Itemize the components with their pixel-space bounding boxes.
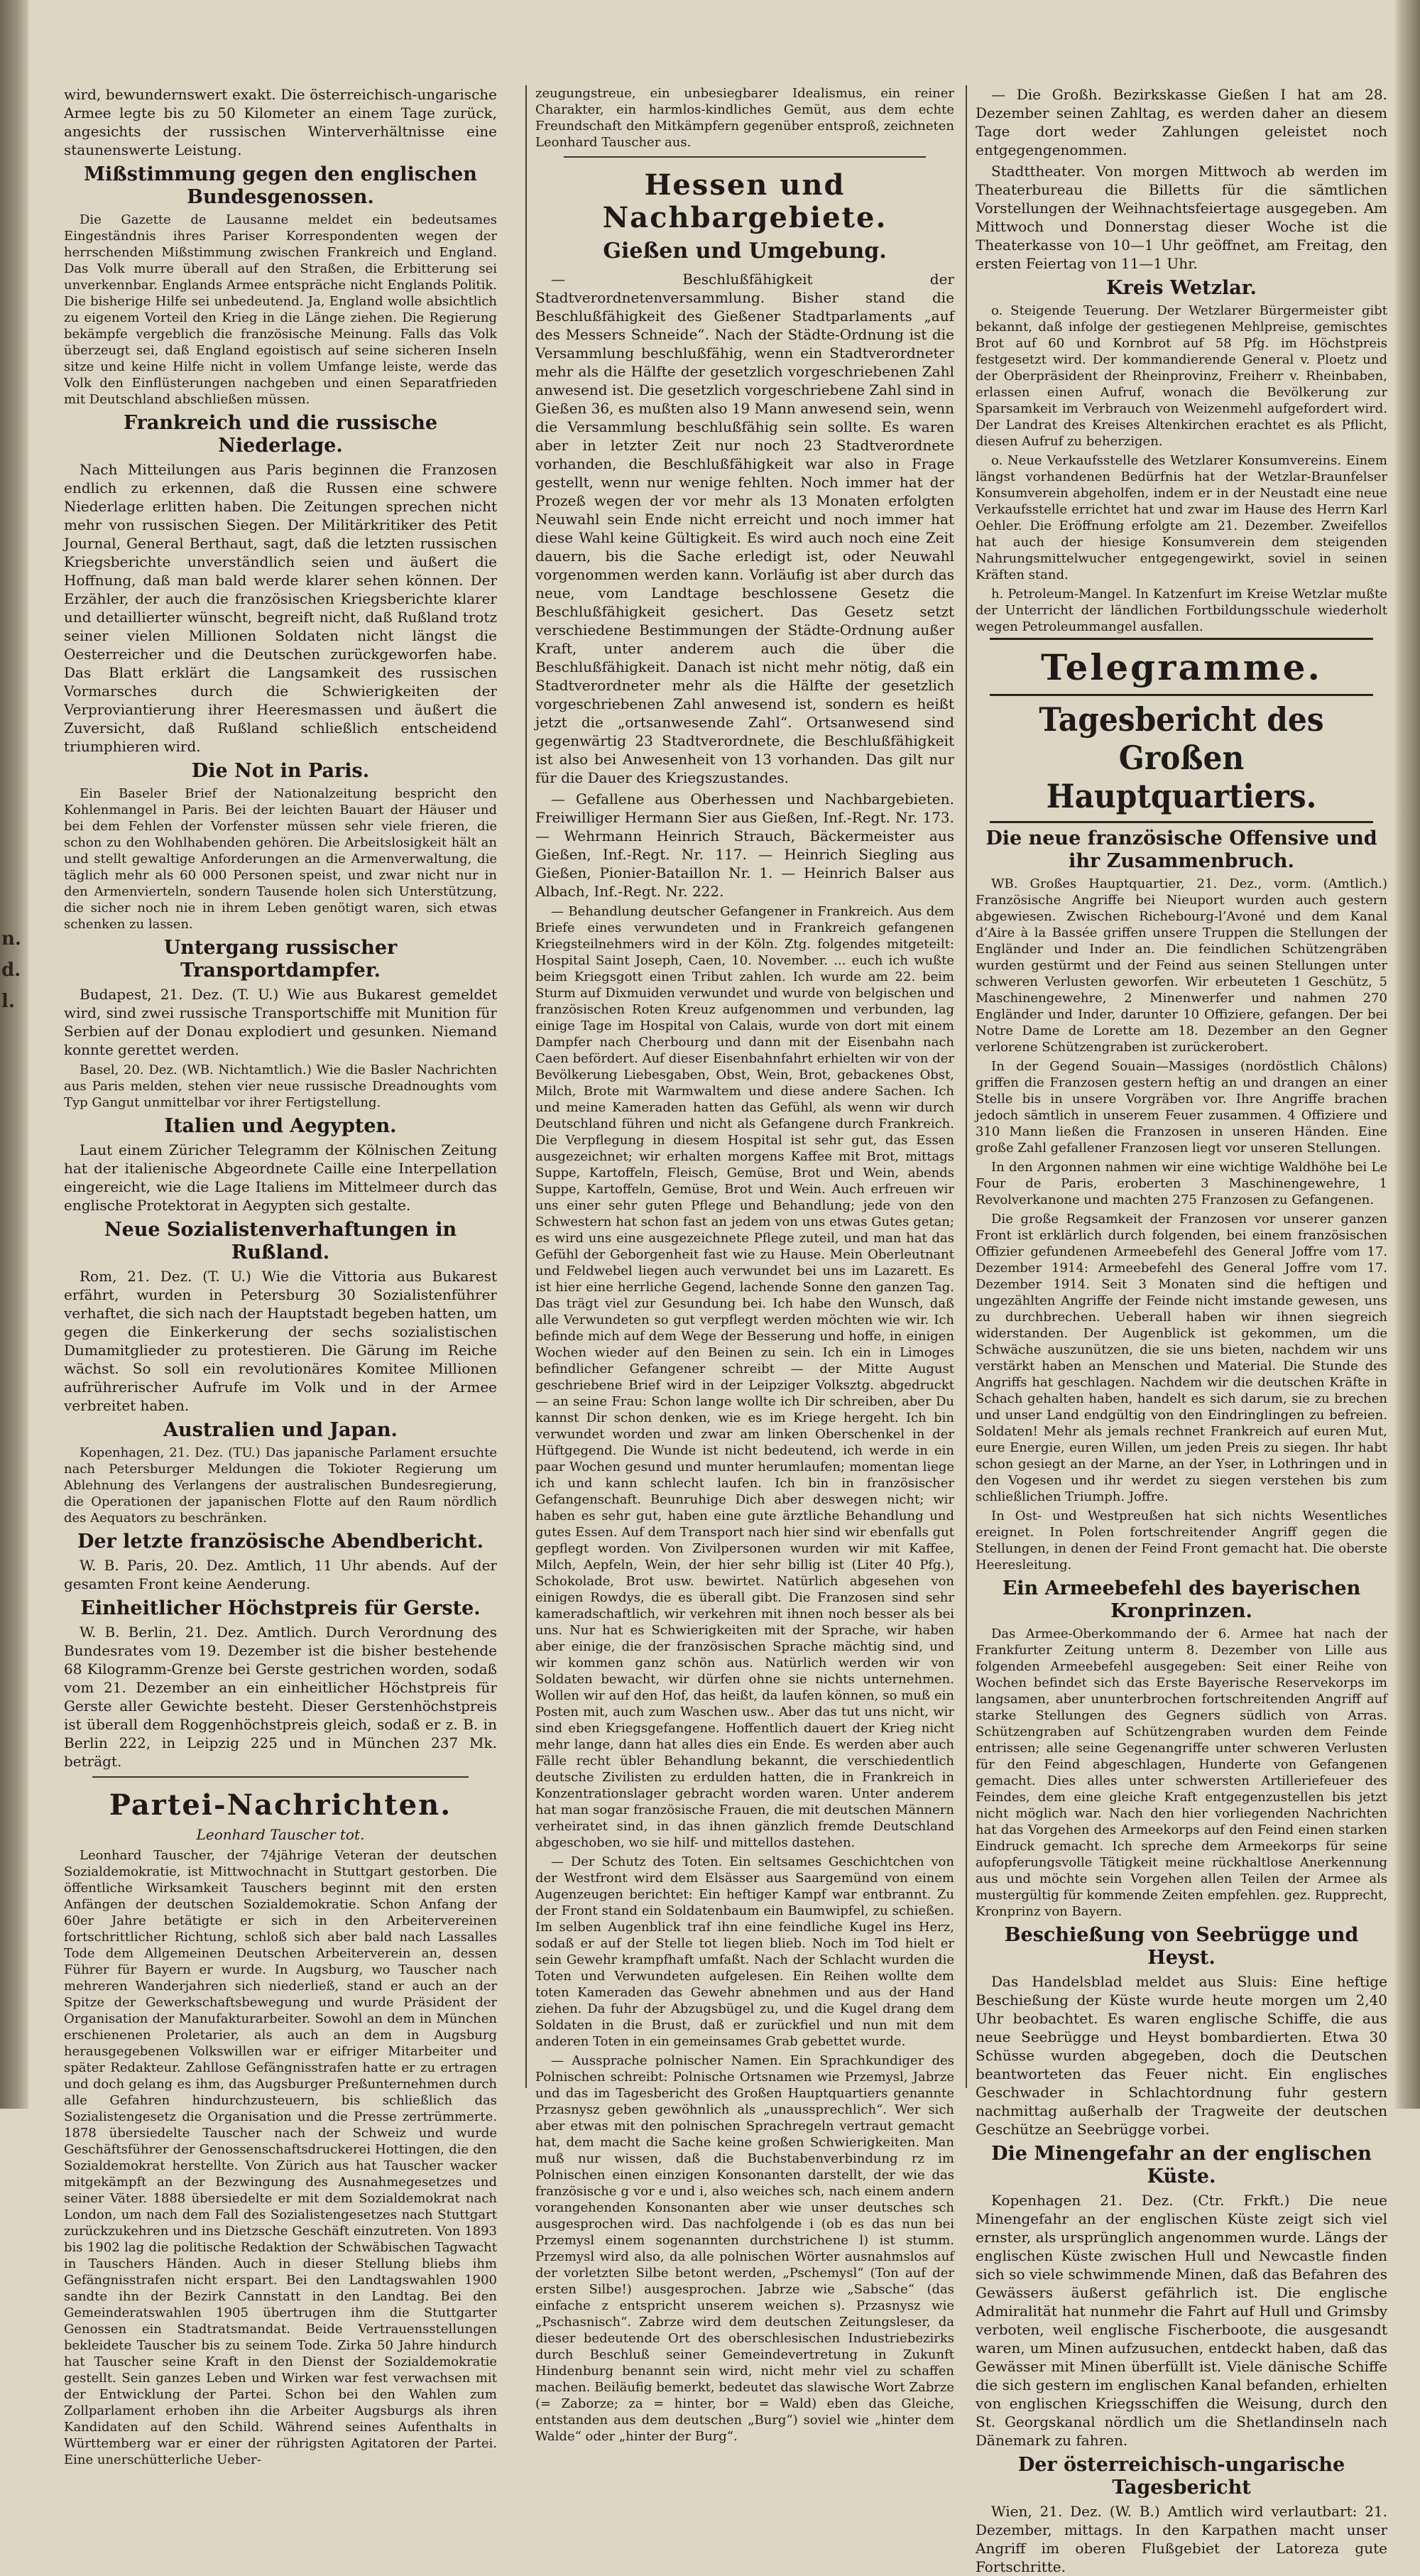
article-text: — Gefallene aus Oberhessen und Nachbargebieten. Freiwilliger Hermann Sier aus Gießen, Inf.-Regt. Nr. 173. — Wehrmann Heinrich Strauch, Bäckermeister aus Gießen, Inf.-Regt. Nr. 117. — Heinrich Siegling aus Gießen, Pionier-Bataillon Nr. 1. — Heinrich Balser aus Albach, Inf.-Regt. Nr. 222. [535, 790, 954, 900]
headline-tagesbericht: Tagesbericht des Großen Hauptquartiers. [1039, 700, 1324, 815]
column-2 [525, 85, 954, 2444]
article-text: In den Argonnen nahmen wir eine wichtige Waldhöhe bei Le Four de Paris, eroberten 3 Maschinengewehre, 1 Revolverkanone und machten 275 Franzosen zu Gefangenen. [976, 1160, 1387, 1207]
article-heading: Der letzte französische Abendbericht. [77, 1531, 484, 1553]
article-text: Ein Baseler Brief der Nationalzeitung bespricht den Kohlenmangel in Paris. Bei der leichten Bauart der Häuser und bei dem Fehlen der Vorfenster müssen sehr viele frieren, die schon zu den Wohlhabenden gehören. Die Arbeitslosigkeit hält an und stellt gewaltige Anforderungen an die Armenverwaltung, die täglich mehr als 60 000 Personen speist, und zwar nicht nur in den Armenvierteln, sondern Tausende holen sich Unterstützung, die sicher noch nie in ihrem Leben genötigt waren, sich etwas schenken zu lassen. [64, 786, 497, 932]
divider [990, 821, 1373, 823]
article-byline: Leonhard Tauscher tot. [196, 1826, 365, 1843]
article-text: Basel, 20. Dez. (WB. Nichtamtlich.) Wie die Basler Nachrichten aus Paris melden, stehen vier neue russische Dreadnoughts vom Typ Gangut unmittelbar vor ihrer Fertigstellung. [64, 1063, 497, 1110]
article-heading: Neue Sozialistenverhaftungen in Rußland. [104, 1219, 457, 1263]
divider [990, 694, 1373, 696]
article-text: — Aussprache polnischer Namen. Ein Sprachkundiger des Polnischen schreibt: Polnische Ortsnamen wie Przemysl, Jabrze und das im Tagesbericht des Großen Hauptquartiers genannte Przasnysz geben gewöhnlich als „unaussprechlich“. Wer sich aber etwas mit den polnischen Sprachregeln vertraut gemacht hat, dem macht die Sache keine großen Schwierigkeiten. Man muß nur wissen, daß die Buchstabenverbindung rz im Polnischen einen einzigen Konsonanten darstellt, der wie das französische g vor e und i, also weiches sch, nach einem andern vorangehenden Konsonanten aber wie unser deutsches sch ausgesprochen wird. Das nachfolgende i (ob es das nun bei Przemysl einem sogenannten durchstrichene l) ist stumm. Przemysl wird also, da alle polnischen Wörter ausnahmslos auf der vorletzten Silbe betont werden, „Pschemysl“ (Ton auf der ersten Silbe!) ausgesprochen. Jabrze wie „Sabsche“ (das einfache z entspricht unserem weichen s). Przasnysz wie „Pschasnisch“. Zabrze wird dem deutschen Zeitungsleser, da dieser bedeutende Ort des oberschlesischen Industriebezirks durch Beschluß seiner Gemeindevertretung in Zukunft Hindenburg benannt sein wird, nicht mehr viel zu schaffen machen. Beiläufig bemerkt, bedeutet das slawische Wort Zabrze (= Zaborze; za = hinter, bor = Wald) eben das Gleiche, entstanden aus dem deutschen „Burg“) soviel wie „hinter dem Walde“ oder „hinter der Burg“. [535, 2053, 954, 2444]
page-edge-left [0, 0, 28, 2109]
article-text: In der Gegend Souain—Massiges (nordöstlich Châlons) griffen die Franzosen gestern heftig an und drangen an einer Stelle bis in unsere Vorgräben vor. Ihre Angriffe brachen jedoch sämtlich in unserem Feuer zusammen. 4 Offiziere und 310 Mann ließen die Franzosen in unseren Händen. Eine große Zahl gefallener Franzosen liegt vor unseren Stellungen. [976, 1059, 1387, 1156]
article-text: Kopenhagen, 21. Dez. (TU.) Das japanische Parlament ersuchte nach Petersburger Meldungen die Tokioter Regierung um Ablehnung des Verlangens der australischen Bundesregierung, die Operationen der japanischen Flotte auf den Raum nördlich des Aequators zu beschränken. [64, 1445, 497, 1526]
divider [990, 638, 1373, 640]
article-text: W. B. Paris, 20. Dez. Amtlich, 11 Uhr abends. Auf der gesamten Front keine Aenderung. [64, 1557, 497, 1592]
article-text: h. Petroleum-Mangel. In Katzenfurt im Kreise Wetzlar mußte der Unterricht der ländlichen Fortbildungsschule wiederholt wegen Petroleummangel ausfallen. [976, 587, 1387, 634]
section-heading: Hessen und Nachbargebiete. [602, 168, 888, 234]
article-heading: Die Not in Paris. [191, 760, 370, 782]
telegram-heading: Telegramme. [1041, 646, 1322, 688]
divider [92, 1776, 469, 1778]
article-text: wird, bewundernswert exakt. Die österreichisch-ungarische Armee legte bis zu 50 Kilometer an einem Tage zurück, angesichts der russischen Winterverhältnisse eine staunenswerte Leistung. [64, 86, 497, 158]
article-heading: Beschießung von Seebrügge und Heyst. [1004, 1924, 1359, 1969]
article-heading: Australien und Japan. [163, 1419, 398, 1441]
article-heading: Der österreichisch-ungarische Tagesbericht [1017, 2454, 1345, 2499]
article-text: o. Neue Verkaufsstelle des Wetzlarer Konsumvereins. Einem längst vorhandenen Bedürfnis hat der Wetzlar-Braunfelser Konsumverein abgeholfen, indem er in der Neustadt eine neue Verkaufsstelle errichtet hat und zwar im Hause des Herrn Karl Oehler. Die Eröffnung erfolgte am 21. Dezember. Zweifellos hat auch der hiesige Konsumverein dem steigenden Nahrungsmittelwucher entgegengewirkt, soviel in seinen Kräften stand. [976, 453, 1387, 582]
article-text: Rom, 21. Dez. (T. U.) Wie die Vittoria aus Bukarest erfährt, wurden in Petersburg 30 Sozialistenführer verhaftet, die sich nach der Hauptstadt begeben hatten, um gegen die Einkerkerung der sechs sozialistischen Dumamitglieder zu protestieren. Die Gärung im Reiche wächst. So soll ein revolutionäres Komitee Millionen aufrührerischer Aufrufe im Volk und in der Armee verbreitet haben. [64, 1268, 497, 1414]
column-3 [966, 85, 1387, 2575]
article-text: Das Handelsblad meldet aus Sluis: Eine heftige Beschießung der Küste wurde heute morgen um 2,40 Uhr beobachtet. Es waren englische Schiffe, die aus neue Seebrügge und Heyst bombardierten. Etwa 30 Schüsse wurden abgegeben, doch die Deutschen beantworteten das Feuer nicht. Ein englisches Geschwader in Schlachtordnung fuhr gestern nachmittag außerhalb der Tragweite der deutschen Geschütze an Seebrügge vorbei. [976, 1973, 1387, 2138]
section-subheading: Gießen und Umgebung. [603, 239, 887, 263]
article-heading: Einheitlicher Höchstpreis für Gerste. [80, 1597, 481, 1619]
article-text: WB. Großes Hauptquartier, 21. Dez., vorm. (Amtlich.) Französische Angriffe bei Nieuport wurden auch gestern abgewiesen. Zwischen Richebourg-l’Avoné und dem Kanal d’Aire à la Bassée griffen unsere Truppen die Stellungen der Engländer und Inder an. Die feindlichen Schützengräben wurden gestürmt und der Feind aus seinen Stellungen unter schweren Verlusten geworfen. Wir erbeuteten 1 Geschütz, 5 Maschinengewehre, 2 Minenwerfer und nahmen 270 Engländer und Inder, darunter 10 Offiziere, gefangen. Der bei Notre Dame de Lorette am 18. Dezember an den Gegner verlorene Schützengraben ist zurückerobert. [976, 876, 1387, 1055]
article-text: Nach Mitteilungen aus Paris beginnen die Franzosen endlich zu erkennen, daß die Russen eine schwere Niederlage erlitten haben. Die Zeitungen sprechen nicht mehr von russischen Siegen. Der Militärkritiker des Petit Journal, General Berthaut, sagt, daß die letzten russischen Kriegsberichte unverständlich seien und äußert die Hoffnung, daß man bald werde klarer sehen können. Der Erzähler, der auch die französischen Kriegsberichte klarer und detaillierter wünscht, begreift nicht, daß Rußland trotz seiner vielen Millionen Soldaten nicht längst die Oesterreicher und die Deutschen zurückgeworfen habe. Das Blatt erklärt die Langsamkeit des russischen Vormarsches durch die Schwierigkeiten der Verproviantierung ihrer Heeresmassen und äußert die Zuversicht, daß Rußland schließlich entscheidend triumphieren wird. [64, 461, 497, 755]
article-text: — Der Schutz des Toten. Ein seltsames Geschichtchen von der Westfront wird dem Elsässer aus Saargemünd von einem Augenzeugen berichtet: Ein heftiger Kampf war entbrannt. Zu der Front stand ein Soldatenbaum ein Baumwipfel, zu schießen. Im selben Augenblick traf ihn eine feindliche Kugel ins Herz, sodaß er auf der Stelle tot liegen blieb. Noch im Tod hielt er sein Gewehr krampfhaft umfaßt. Nach der Schlacht wurden die Toten und Verwundeten aufgelesen. Ein Reihen wollte dem toten Kameraden das Gewehr abnehmen und aus der Hand ziehen. Da fuhr der Abzugsbügel zu, und die Kugel drang dem Soldaten in die Brust, daß er zurückfiel und nun mit dem anderen Toten in ein gemeinsames Grab gebettet wurde. [535, 1854, 954, 2049]
article-heading: Kreis Wetzlar. [1106, 277, 1257, 299]
article-text: zeugungstreue, ein unbesiegbarer Idealismus, ein reiner Charakter, ein harmlos-kindliches Gemüt, aus dem echte Freundschaft den Mitkämpfern gegenüber entsproß, zeichneten Leonhard Tauscher aus. [535, 86, 954, 150]
article-heading: Untergang russischer Transportdampfer. [163, 937, 398, 982]
article-text: Budapest, 21. Dez. (T. U.) Wie aus Bukarest gemeldet wird, sind zwei russische Transportschiffe mit Munition für Serbien auf der Donau explodiert und gesunken. Niemand konnte gerettet werden. [64, 986, 497, 1058]
article-heading: Frankreich und die russische Niederlage. [123, 412, 438, 457]
article-text: Kopenhagen 21. Dez. (Ctr. Frkft.) Die neue Minengefahr an der englischen Küste zeigt sich viel ernster, als ursprünglich angenommen wurde. Längs der englischen Küste zwischen Hull und Newcastle finden sich so viele schwimmende Minen, daß das Befahren des Gewässers äußerst gefährlich ist. Die englische Admiralität hat nunmehr die Fahrt auf Hull und Grimsby verboten, weil englische Fischerboote, die ausgesandt waren, um Minen aufzusuchen, entdeckt haben, daß das Gewässer mit Minen überfüllt ist. Viele dänische Schiffe die sich gestern im englischen Kanal befanden, erhielten von englischen Kriegsschiffen die Weisung, durch den St. Georgskanal nördlich um die Shetlandinseln nach Dänemark zu fahren. [976, 2192, 1387, 2449]
article-text: Laut einem Züricher Telegramm der Kölnischen Zeitung hat der italienische Abgeordnete Caille eine Interpellation eingereicht, wie die Lage Italiens im Mittelmeer durch das englische Protektorat in Aegypten sich gestalte. [64, 1141, 497, 1214]
margin-note: l. [1, 991, 15, 1013]
article-text: In Ost- und Westpreußen hat sich nichts Wesentliches ereignet. In Polen fortschreitender Angriff gegen die Stellungen, in denen der Feind Front gemacht hat. Die oberste Heeresleitung. [976, 1509, 1387, 1572]
section-heading: Partei-Nachrichten. [109, 1788, 452, 1822]
article-text: o. Steigende Teuerung. Der Wetzlarer Bürgermeister gibt bekannt, daß infolge der gestiegenen Mehlpreise, gemischtes Brot auf 60 und Kornbrot auf 58 Pfg. im Höchstpreis festgesetzt wird. Der kommandierende General v. Ploetz und der Oberpräsident der Rheinprovinz, Freiherr v. Rheinbaben, erlassen einen Aufruf, wonach die Bevölkerung zur Sparsamkeit im Verbrauch von Weizenmehl aufgefordert wird. Der Landrat des Kreises Altenkirchen erachtet es als Pflicht, diesen Aufruf zu beherzigen. [976, 303, 1387, 449]
article-heading: Ein Armeebefehl des bayerischen Kronprinzen. [1002, 1577, 1361, 1622]
column-1 [64, 85, 497, 2467]
article-heading: Mißstimmung gegen den englischen Bundesgenossen. [84, 163, 477, 208]
margin-note: d. [1, 960, 21, 982]
article-text: Leonhard Tauscher, der 74jährige Veteran der deutschen Sozialdemokratie, ist Mittwochnacht in Stuttgart gestorben. Die öffentliche Wirksamkeit Tauschers beginnt mit den ersten Anfängen der deutschen Sozialdemokratie. Schon Anfang der 60er Jahre betätigte er sich in den Arbeitervereinen fortschrittlicher Richtung, schloß sich aber bald nach Lassalles Tode dem Allgemeinen Deutschen Arbeiterverein an, dessen Führer für Bayern er wurde. In Augsburg, wo Tauscher nach mehreren Wanderjahren sich niederließ, stand er auch an der Spitze der Gewerkschaftsbewegung und wurde Präsident der Organisation der Manufakturarbeiter. Sowohl an dem in München erschienenen Proletarier, als auch an dem in Augsburg herausgegebenen Volkswillen war er eifriger Mitarbeiter und später Redakteur. Zahllose Gefängnisstrafen hatte er zu ertragen und doch gelang es ihm, das Augsburger Preßunternehmen durch alle Gefahren hindurchzusteuern, bis schließlich das Sozialistengesetz die Organisation und die Presse zertrümmerte. 1878 übersiedelte Tauscher nach der Schweiz und wurde Geschäftsführer der Genossenschaftsdruckerei Hottingen, die den Sozialdemokrat herstellte. Von Zürich aus hat Tauscher wacker mitgekämpft an der Bezwingung des Ausnahmegesetzes und seiner Väter. 1888 übersiedelte er mit dem Sozialdemokrat nach London, um nach dem Fall des Sozialistengesetzes nach Stuttgart zurückzukehren und ins Dietzsche Geschäft einzutreten. Von 1893 bis 1902 lag die politische Redaktion der Schwäbischen Tagwacht in Tauschers Händen. Auch in dieser Stellung bliebs ihm Gefängnisstrafen nicht erspart. Bei den Landtagswahlen 1900 sandte ihn der Bezirk Cannstatt in den Landtag. Bei den Gemeinderatswahlen 1905 übertrugen ihm die Stuttgarter Genossen ein Stadtratsmandat. Beide Vertrauensstellungen bekleidete Tauscher bis zu seinem Tode. Zirka 50 Jahre hindurch hat Tauscher seine Kraft in den Dienst der Sozialdemokratie gestellt. Sein ganzes Leben und Wirken war fest verwachsen mit der Entwicklung der Partei. Schon bei den Wahlen zum Zollparlament erhoben ihn die Arbeiter Augsburgs als ihren Kandidaten auf den Schild. Während seines Aufenthalts in Württemberg war er einer der rührigsten Agitatoren der Partei. Eine unerschütterliche Ueber- [64, 1848, 497, 2467]
margin-note: n. [1, 928, 21, 950]
article-text: Das Armee-Oberkommando der 6. Armee hat nach der Frankfurter Zeitung unterm 8. Dezember von Lille aus folgenden Armeebefehl ausgegeben: Seit einer Reihe von Wochen befindet sich das Erste Bayerische Reservekorps im langsamen, aber ununterbrochen fortschreitenden Angriff auf starke Stellungen des Gegners südlich von Arras. Schützengraben auf Schützengraben wurden dem Feinde entrissen; alle seine Gegenangriffe unter schweren Verlusten für den Feind abgeschlagen, Hunderte von Gefangenen gemacht. Dies alles unter schwersten Artilleriefeuer des Feindes, dem eine gleiche Kraft entgegenzustellen bis jetzt nicht möglich war. Nach den hier vorliegenden Nachrichten hat das Vorgehen des Armeekorps auf den Feind einen starken Eindruck gemacht. Ich spreche dem Armeekorps für seine aufopferungsvolle Tätigkeit meine rückhaltlose Anerkennung aus und möchte sein Vorgehen allen Teilen der Armee als mustergültig für kommende Zeiten empfehlen. gez. Rupprecht, Kronprinz von Bayern. [976, 1626, 1387, 1919]
article-text: Die große Regsamkeit der Franzosen vor unserer ganzen Front ist erklärlich durch folgenden, bei einem französischen Offizier gefundenen Armeebefehl des General Joffre vom 17. Dezember 1914: Armeebefehl des General Joffre vom 17. Dezember 1914. Seit 3 Monaten sind die heftigen und ungezählten Angriffe der Feinde nicht imstande gewesen, uns zu durchbrechen. Ueberall haben wir ihnen siegreich widerstanden. Der Augenblick ist gekommen, um die Schwäche auszunützen, die sie uns bieten, nachdem wir uns verstärkt haben an Menschen und Material. Die Stunde des Angriffs hat geschlagen. Nachdem wir die deutschen Kräfte in Schach gehalten haben, handelt es sich darum, sie zu brechen und unser Land endgültig von den Eindringlingen zu befreien. Soldaten! Mehr als jemals rechnet Frankreich auf euren Mut, eure Energie, euren Willen, um jeden Preis zu siegen. Ihr habt schon gesiegt an der Marne, an der Yser, in Lothringen und in den Vogesen und ihr werdet zu siegen verstehen bis zum schließlichen Triumph. Joffre. [976, 1212, 1387, 1504]
article-text: Die Gazette de Lausanne meldet ein bedeutsames Eingeständnis ihres Pariser Korrespondenten wegen der herrschenden Mißstimmung zwischen Frankreich und England. Das Volk murre überall auf den Straßen, die Erbitterung sei unverkennbar. Englands Armee entspräche nicht Englands Politik. Die bisherige Hilfe sei unbedeutend. Ja, England wolle absichtlich zu eigenem Vorteil den Krieg in die Länge ziehen. Die Regierung bekämpfe vergeblich die französische Meinung. Falls das Volk überzeugt sei, daß England egoistisch auf seine sicheren Inseln sitze und keine Hilfe nicht in vollem Umfange leiste, werde das Volk den Einflüsterungen nachgeben und einen Separatfrieden mit Deutschland abschließen müssen. [64, 212, 497, 407]
newspaper-page [43, 85, 1387, 2575]
article-text: Wien, 21. Dez. (W. B.) Amtlich wird verlautbart: 21. Dezember, mittags. In den Karpathen macht unser Angriff im oberen Flußgebiet der Latoreza gute Fortschritte. [976, 2503, 1387, 2575]
margin-notes [1, 923, 26, 1018]
article-heading: Italien und Aegypten. [164, 1115, 397, 1137]
article-heading: Die Minengefahr an der englischen Küste. [991, 2143, 1372, 2188]
article-text: W. B. Berlin, 21. Dez. Amtlich. Durch Verordnung des Bundesrates vom 19. Dezember ist die bisher bestehende 68 Kilogramm-Grenze bei Gerste gestrichen worden, sodaß vom 21. Dezember an ein einheitlicher Höchstpreis für Gerste aller Gewichte besteht. Dieser Gerstenhöchstpreis ist überall dem Roggenhöchstpreis gleich, sodaß er z. B. in Berlin 222, in Leipzig 225 und in München 237 Mk. beträgt. [64, 1624, 497, 1770]
page-edge-right [1394, 0, 1420, 2109]
article-text: — Die Großh. Bezirkskasse Gießen I hat am 28. Dezember seinen Zahltag, es werden daher an diesem Tage dort weder Zahlungen geleistet noch entgegengenommen. [976, 86, 1387, 158]
article-text: — Behandlung deutscher Gefangener in Frankreich. Aus dem Briefe eines verwundeten und in Frankreich gefangenen Kriegsteilnehmers wird in der Köln. Ztg. folgendes mitgeteilt: Hospital Saint Joseph, Caen, 10. November. ... euch ich wußte beim Kriegsgott einen Tribut zahlen. Ich wurde am 22. beim Sturm auf Dixmuiden verwundet und wurde von belgischen und französischen Roten Kreuz aufgenommen und verbunden, lag einige Tage im Hospital von Calais, wurde von dort mit einem Dampfer nach Cherbourg und dann mit der Eisenbahn nach Caen befördert. Auf dieser Eisenbahnfahrt erhielten wir von der Bevölkerung Liebesgaben, Obst, Wein, Brot, gebackenes Obst, Milch, Brote mit Warmwaltem und diese andere Sachen. Ich und meine Kameraden hatten das Gefühl, als wenn wir durch Deutschland führen und nicht als Gefangene durch Frankreich. Die Verpflegung in diesem Hospital ist sehr gut, das Essen ausgezeichnet; wir erhalten morgens Kaffee mit Brot, mittags Suppe, Kartoffeln, Fleisch, Gemüse, Brot und Wein, abends Suppe, Kartoffeln, Gemüse, Brot und Wein. Auch erfreuen wir uns einer sehr guten Pflege und Behandlung; jede von den Schwestern hat schon fast an jedem von uns etwas Gutes getan; es wird uns eine ausgezeichnete Pflege zuteil, und man hat das Gefühl der Geborgenheit fast wie zu Hause. Mein Oberleutnant und Feldwebel liegen auch verwundet bei uns im Lazarett. Es ist hier eine herrliche Gegend, lachende Sonne den ganzen Tag. Das trägt viel zur Gesundung bei. Ich habe den Wunsch, daß alle Verwundeten so gut verpflegt werden möchten wie wir. Ich befinde mich auf dem Wege der Besserung und hoffe, in einigen Wochen wieder auf den Beinen zu sein. Ich ein in Limoges befindlicher Gefangener schreibt — der Mitte August geschriebene Brief wird in der Leipziger Volksztg. abgedruckt — an seine Frau: Schon lange wollte ich Dir schreiben, aber Du kannst Dir schon denken, wie es im Kriege hergeht. Ich bin verwundet worden und zwar am linken Oberschenkel in der Hüftgegend. Die Wunde ist nicht bedeutend, ich werde in ein paar Wochen gesund und munter herumlaufen; momentan liege ich und kann schlecht laufen. Ich bin in französischer Gefangenschaft. Beunruhige Dich aber deswegen nicht; wir haben es sehr gut, haben eine gute ärztliche Behandlung und gutes Essen. Auf dem Transport nach hier sind wir ebenfalls gut gepflegt worden. Von Zivilpersonen wurden wir mit Kaffee, Milch, Aepfeln, Wein, der hier sehr billig ist (Liter 40 Pfg.), Schokolade, Brot usw. bewirtet. Natürlich abgesehen von einigen Rowdys, die es überall gibt. Die Franzosen sind sehr kameradschaftlich, wir verkehren mit ihnen noch besser als bei uns. Nur hat es Schwierigkeiten mit der Sprache, wir haben aber einige, die der französischen Sprache mächtig sind, und wir kommen ganz schön aus. Natürlich werden wir von Soldaten bewacht, wir dürfen ohne sie nichts unternehmen. Wollen wir auf den Hof, das heißt, da laufen können, so muß ein Posten mit, auch zum Waschen usw.. Aber das tut uns nicht, wir sind eben Kriegsgefangene. Hoffentlich dauert der Krieg nicht mehr lange, dann hat alles dies ein Ende. Es werden aber auch Fälle recht übler Behandlung bekannt, die verschiedentlich deutsche Zivilisten zu erdulden hatten, die in Frankreich in Konzentrationslager gebracht worden waren. Unter anderem hat man sogar französische Frauen, die mit deutschen Männern verheiratet sind, in das ihnen gänzlich fremde Deutschland abgeschoben, wo sie hilf- und mittellos dastehen. [535, 904, 954, 1850]
article-text: Stadttheater. Von morgen Mittwoch ab werden im Theaterbureau die Billetts für die sämtlichen Vorstellungen der Weihnachtsfeiertage ausgegeben. Am Mittwoch und Donnerstag dieser Woche ist die Theaterkasse von 10—1 Uhr geöffnet, am Freitag, den ersten Feiertag von 11—1 Uhr. [976, 163, 1387, 272]
article-text: — Beschlußfähigkeit der Stadtverordnetenversammlung. Bisher stand die Beschlußfähigkeit des Gießener Stadtparlaments „auf des Messers Schneide“. Nach der Städte-Ordnung ist die Versammlung beschlußfähig, wenn ein Stadtverordneter mehr als die Hälfte der gesetzlich vorgeschriebenen Zahl anwesend ist. Die gesetzlich vorgeschriebene Zahl sind in Gießen 36, es mußten also 19 Mann anwesend sein, wenn die Versammlung beschlußfähig sein sollte. Es waren aber in letzter Zeit nur noch 23 Stadtverordnete vorhanden, die Beschlußfähigkeit war also in Frage gestellt, wenn nur wenige fehlten. Noch immer hat der Prozeß wegen der vor mehr als 13 Monaten erfolgten Neuwahl sein Ende nicht erreicht und noch immer hat diese Wahl keine Gültigkeit. Es wird auch noch eine Zeit dauern, bis die Sache erledigt ist, oder Neuwahl vorgenommen werden kann. Vorläufig ist aber durch das neue, vom Landtage beschlossene Gesetz die Beschlußfähigkeit gesichert. Das Gesetz setzt verschiedene Bestimmungen der Städte-Ordnung außer Kraft, unter anderem auch die über die Beschlußfähigkeit. Danach ist nicht mehr nötig, daß ein Stadtverordneter mehr als die Hälfte der gesetzlich vorgeschriebenen Zahl anwesend ist, sondern es heißt jetzt die „ortsanwesende Zahl“. Ortsanwesend sind gegenwärtig 23 Stadtverordnete, die Beschlußfähigkeit ist also bei Anwesenheit von 13 vorhanden. Das gilt nur für die Dauer des Kriegszustandes. [535, 271, 954, 786]
divider [564, 156, 926, 158]
article-heading: Die neue französische Offensive und ihr Zusammenbruch. [985, 827, 1377, 872]
